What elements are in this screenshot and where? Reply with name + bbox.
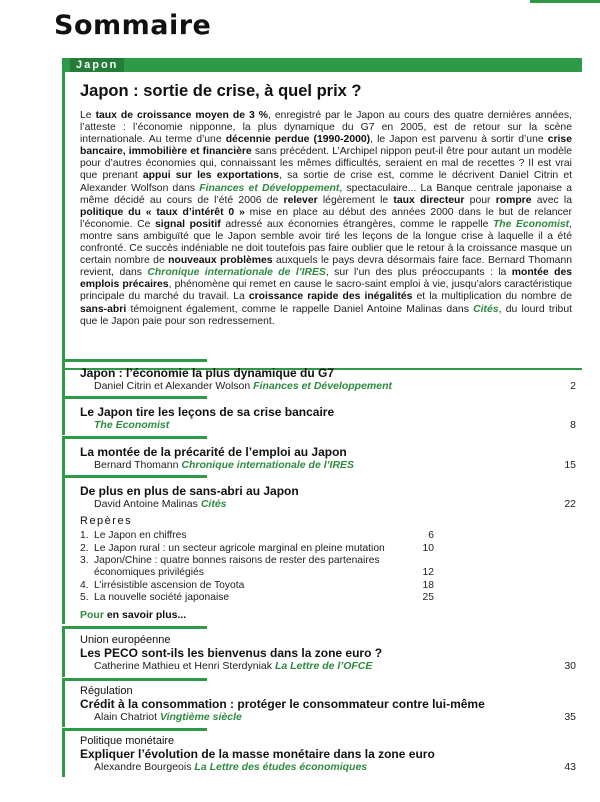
article-byline <box>94 660 372 672</box>
reperes-item-page: 6 <box>428 530 434 541</box>
article-left-rule <box>62 439 65 475</box>
reperes-item[interactable] <box>80 530 187 541</box>
reperes-item[interactable] <box>80 580 244 591</box>
intro-source: Cités <box>473 303 499 315</box>
article-page: 8 <box>570 419 576 431</box>
page-title: Sommaire <box>54 10 212 41</box>
intro-emphasis: rompre <box>495 194 532 206</box>
intro-source: Chronique internationale de l’IRES <box>147 267 326 279</box>
article-source: La Lettre de l’OFCE <box>274 660 373 672</box>
article-rule <box>62 475 207 478</box>
reperes-item-page: 25 <box>422 592 434 603</box>
article-authors: Alexandre Bourgeois <box>94 761 192 773</box>
reperes-heading: Repères <box>80 515 133 527</box>
reperes-item-page: 10 <box>422 543 434 554</box>
reperes-item-number: 2. <box>80 543 89 554</box>
intro-source: Finances et Développement <box>199 182 340 194</box>
intro-emphasis: appui sur les exportations <box>142 170 280 182</box>
intro-emphasis: relever <box>283 194 318 206</box>
section-category: Union européenne <box>80 634 171 646</box>
article-authors: David Antoine Malinas <box>94 498 198 510</box>
article-page: 15 <box>564 459 576 471</box>
article-byline <box>94 419 169 431</box>
article-title[interactable]: Crédit à la consommation : protéger le consommateur contre lui-même <box>80 697 485 711</box>
section-rule <box>62 626 207 629</box>
intro-source: The Economist <box>492 218 570 230</box>
article-title[interactable]: Expliquer l’évolution de la masse monétaire dans la zone euro <box>80 747 435 761</box>
article-authors: Daniel Citrin et Alexander Wolson <box>94 380 251 392</box>
reperes-item-number: 1. <box>80 530 89 541</box>
article-page: 2 <box>570 380 576 392</box>
reperes-item-number: 4. <box>80 580 89 591</box>
intro-emphasis: montée des emplois précaires <box>80 267 573 291</box>
section-left-rule <box>62 681 65 727</box>
section-box-left-rule <box>62 72 65 370</box>
reperes-item-label: Le Japon rural : un secteur agricole marginal en pleine mutation <box>94 543 385 554</box>
article-byline <box>94 761 367 773</box>
article-title[interactable]: La montée de la précarité de l’emploi au Japon <box>80 445 347 459</box>
article-rule <box>62 436 207 439</box>
reperes-item[interactable] <box>80 555 380 566</box>
more-reading-pour: Pour <box>80 609 104 621</box>
article-source: Finances et Développement <box>253 380 393 392</box>
reperes-item-number: 5. <box>80 592 89 603</box>
article-title[interactable]: Le Japon tire les leçons de sa crise bancaire <box>80 405 335 419</box>
article-authors: Catherine Mathieu et Henri Sterdyniak <box>94 660 273 672</box>
section-category: Politique monétaire <box>80 735 175 747</box>
reperes-item-label: L’irrésistible ascension de Toyota <box>94 580 245 591</box>
more-reading-rest: en savoir plus... <box>103 609 187 621</box>
intro-emphasis: nouveaux problèmes <box>168 255 273 267</box>
section-rule <box>62 678 207 681</box>
article-source: Chronique internationale de l’IRES <box>181 459 355 471</box>
section-header-bar <box>62 58 582 72</box>
intro-emphasis: taux directeur <box>393 194 465 206</box>
reperes-item[interactable] <box>80 543 385 554</box>
intro-paragraph: Le taux de croissance moyen de 3 %, enregistré par le Japon au cours des quatre dernières années, l’atteste : l’économie nipponne, la plus dynamique du G7 en 2005, est de retour sur la scène internationale. Au terme d’une décennie perdue (1990-2000), le Japon est parvenu à sortir d’une crise bancaire, immobilière et financière sans précédent. L’Archipel nippon peut-il être pour autant un modèle pour d’autres économies qui, connaissant les mêmes difficultés, seraient en mal de recettes ? Il est vrai que prenant appui sur les exportations, sa sortie de crise est, comme le décrivent Daniel Citrin et Alexander Wolfson dans Finances et Développement, spectaculaire... La Banque centrale japonaise a même décidé au cours de l’été 2006 de relever légèrement le taux directeur pour rompre avec la politique du « taux d’intérêt 0 » mise en place au début des années 2000 dans le but de relancer l’économie. Ce signal positif adressé aux économies étrangères, comme le rappelle The Economist, montre sans ambiguïté que le Japon semble avoir tiré les leçons de la longue crise à laquelle il a été confronté. Ce succès indéniable ne doit toutefois pas faire oublier que le retour à la croissance masque un certain nombre de nouveaux problèmes auxquels le pays devra désormais faire face. Bernard Thomann revient, dans Chronique internationale de l’IRES, sur l’un des plus préoccupants : la montée des emplois précaires, phénomène qui remet en cause le sacro-saint emploi à vie, jusqu’alors caractéristique principale du marché du travail. La croissance rapide des inégalités et la multiplication du nombre de sans-abri témoignent également, comme le rappelle Daniel Antoine Malinas dans Cités, du lourd tribut que le Japon paie pour son redressement. <box>80 110 573 327</box>
intro-emphasis: crise bancaire, immobilière et financière <box>80 134 572 158</box>
article-left-rule <box>62 478 65 624</box>
top-accent-rule <box>530 0 600 3</box>
article-left-rule <box>62 399 65 435</box>
article-byline <box>94 459 354 471</box>
intro-emphasis: sans-abri <box>80 303 127 315</box>
article-byline <box>94 498 227 510</box>
reperes-item-label: Le Japon en chiffres <box>94 530 187 541</box>
intro-emphasis: croissance rapide des inégalités <box>248 291 413 303</box>
section-category: Régulation <box>80 685 133 697</box>
article-authors: Bernard Thomann <box>94 459 179 471</box>
intro-emphasis: politique du « taux d’intérêt 0 » <box>80 206 245 218</box>
reperes-item-page: 18 <box>422 580 434 591</box>
intro-emphasis: taux de croissance moyen de 3 % <box>95 110 268 121</box>
article-byline <box>94 711 242 723</box>
more-reading-link[interactable] <box>80 609 186 621</box>
article-title[interactable]: Japon : l’économie la plus dynamique du G7 <box>80 366 335 380</box>
section-headline: Japon : sortie de crise, à quel prix ? <box>80 82 362 100</box>
article-source: The Economist <box>94 419 170 431</box>
reperes-item-continuation: économiques privilégiés <box>94 567 204 578</box>
article-source: Cités <box>200 498 227 510</box>
reperes-item-page: 12 <box>422 567 434 578</box>
section-rule <box>62 728 207 731</box>
reperes-item-number: 3. <box>80 555 89 566</box>
article-title[interactable]: Les PECO sont-ils les bienvenus dans la zone euro ? <box>80 646 383 660</box>
article-page: 30 <box>564 660 576 672</box>
article-byline <box>94 380 392 392</box>
article-rule <box>62 359 207 362</box>
article-page: 43 <box>564 761 576 773</box>
section-left-rule <box>62 731 65 777</box>
section-tag: Japon <box>70 58 124 72</box>
article-page: 35 <box>564 711 576 723</box>
section-left-rule <box>62 629 65 677</box>
intro-emphasis: décennie perdue (1990-2000) <box>225 134 371 146</box>
intro-emphasis: signal positif <box>154 218 221 230</box>
reperes-item[interactable] <box>80 592 229 603</box>
article-source: Vingtième siècle <box>159 711 242 723</box>
article-rule <box>62 396 207 399</box>
article-page: 22 <box>564 498 576 510</box>
reperes-item-label: Japon/Chine : quatre bonnes raisons de rester des partenaires <box>94 555 380 566</box>
article-authors: Alain Chatriot <box>94 711 158 723</box>
reperes-item-label: La nouvelle société japonaise <box>94 592 230 603</box>
article-source: La Lettre des études économiques <box>194 761 368 773</box>
article-title[interactable]: De plus en plus de sans-abri au Japon <box>80 484 299 498</box>
